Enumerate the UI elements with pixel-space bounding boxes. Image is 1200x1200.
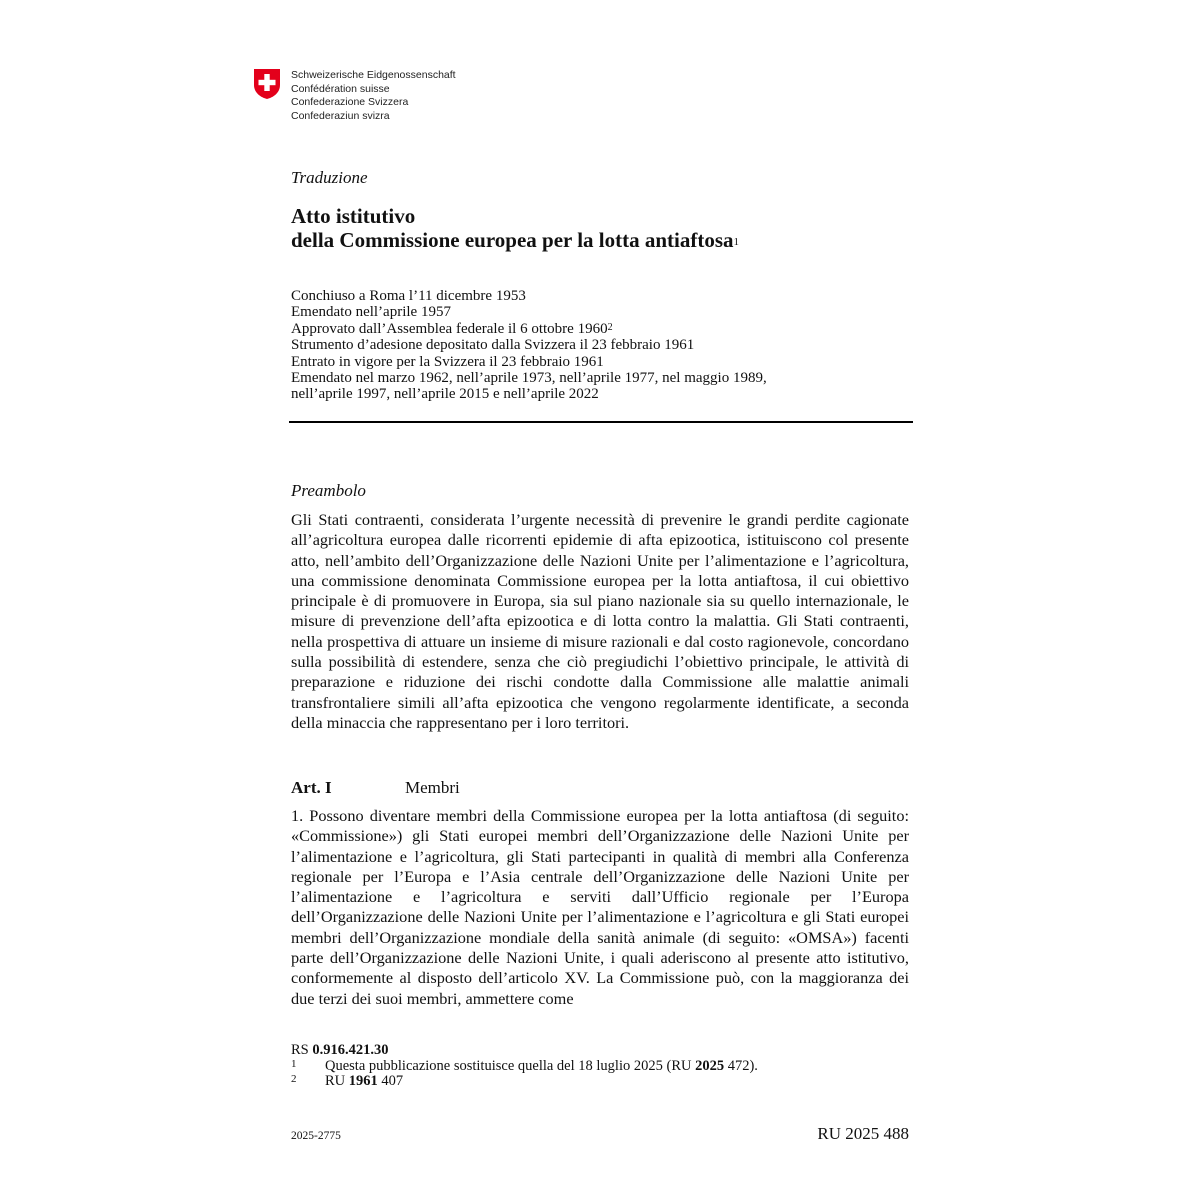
title-line-2-text: della Commissione europea per la lotta antiaftosa: [291, 228, 734, 252]
footnote-text: 407: [377, 1073, 404, 1089]
preamble-heading: Preambolo: [291, 481, 366, 500]
footnote-ref-1[interactable]: 1: [733, 236, 740, 248]
confederation-line: Confederazione Svizzera: [291, 96, 409, 109]
footnote-2: [291, 1074, 758, 1090]
rs-value: 0.916.421.30: [312, 1042, 389, 1058]
meta-line: Emendato nel marzo 1962, nell’aprile 1973, nell’aprile 1977, nel maggio 1989,: [291, 370, 767, 387]
article-number: Art. I: [291, 778, 332, 797]
article-title: Membri: [405, 778, 460, 797]
footnote-bold: 1961: [348, 1073, 378, 1089]
document-title: [291, 204, 739, 252]
document-number: 2025-2775: [291, 1130, 341, 1142]
confederation-names: [291, 69, 456, 123]
meta-line: Emendato nell’aprile 1957: [291, 304, 451, 321]
footnote-1: [291, 1059, 758, 1075]
confederation-line: Schweizerische Eidgenossenschaft: [291, 69, 456, 81]
meta-line: [291, 321, 767, 337]
rs-number: [291, 1043, 758, 1059]
footnote-text: RU: [325, 1073, 349, 1089]
preamble-text: Gli Stati contraenti, considerata l’urgente necessità di prevenire le grandi perdite cagionate all’agricoltura europea dalle ricorrenti epidemie di afta epizootica, istituiscono col presente atto, nell’ambito dell’Organizzazione delle Nazioni Unite per l’alimentazione e l’agricoltura, una commissione denominata Commissione europea per la lotta antiaftosa, il cui obiettivo principale è di promuovere in Europa, sia sul piano nazionale sia su quello internazionale, le misure di prevenzione dell’afta epizootica e di lotta contro la malattia. Gli Stati contraenti, nella prospettiva di attuare un insieme di misure razionali e dal costo ragionevole, concordano sulla possibilità di estendere, senza che ciò pregiudichi l’obiettivo principale, le attività di preparazione e riduzione dei rischi condotte dalla Commissione alle malattie animali transfrontaliere simili all’afta epizootica che vengono regolarmente identificate, a seconda della minaccia che rappresentano per i loro territori.: [291, 510, 909, 732]
swiss-cross-shield-icon: [253, 68, 281, 100]
document-metadata: [291, 288, 767, 403]
translation-label: Traduzione: [291, 168, 368, 187]
footnote-text: 472).: [724, 1057, 758, 1074]
confederation-line: Confédération suisse: [291, 82, 390, 95]
meta-line: Conchiuso a Roma l’11 dicembre 1953: [291, 288, 526, 304]
meta-line-text: Approvato dall’Assemblea federale il 6 ottobre 1960: [291, 320, 608, 337]
ru-page-reference: RU 2025 488: [817, 1124, 909, 1143]
confederation-line: Confederaziun svizra: [291, 109, 390, 122]
footnote-text: Questa pubblicazione sostituisce quella del 18 luglio 2025 (RU: [325, 1057, 696, 1074]
footnotes-area: [291, 1043, 758, 1090]
meta-line: Strumento d’adesione depositato dalla Svizzera il 23 febbraio 1961: [291, 337, 695, 354]
title-line-2: [291, 228, 739, 252]
rs-prefix: RS: [291, 1042, 309, 1058]
title-line-1: Atto istitutivo: [291, 204, 416, 228]
meta-line: nell’aprile 1997, nell’aprile 2015 e nell’aprile 2022: [291, 386, 599, 403]
footnote-bold: 2025: [695, 1057, 725, 1074]
footnote-ref-2[interactable]: 2: [607, 321, 613, 333]
meta-line: Entrato in vigore per la Svizzera il 23 febbraio 1961: [291, 353, 604, 370]
article-paragraph: 1. Possono diventare membri della Commissione europea per la lotta antiaftosa (di seguito: «Commissione») gli Stati europei membri dell’Organizzazione delle Nazioni Unite per l’alimentazione e l’agricoltura, gli Stati partecipanti in qualità di membri alla Conferenza regionale per l’Europa e l’Asia centrale dell’Organizzazione delle Nazioni Unite per l’alimentazione e l’agricoltura e serviti dall’Ufficio regionale per l’Europa dell’Organizzazione delle Nazioni Unite per l’alimentazione e l’agricoltura e gli Stati europei membri dell’Organizzazione mondiale della sanità animale (di seguito: «OMSA») facenti parte dell’Organizzazione delle Nazioni Unite, i quali aderiscono al presente atto istitutivo, conformemente al disposto dell’articolo XV. La Commissione può, con la maggioranza dei due terzi dei suoi membri, ammettere come: [291, 806, 909, 1008]
footnote-number: 2: [291, 1073, 297, 1085]
footnote-number: 1: [291, 1057, 297, 1070]
horizontal-rule: [289, 421, 913, 423]
